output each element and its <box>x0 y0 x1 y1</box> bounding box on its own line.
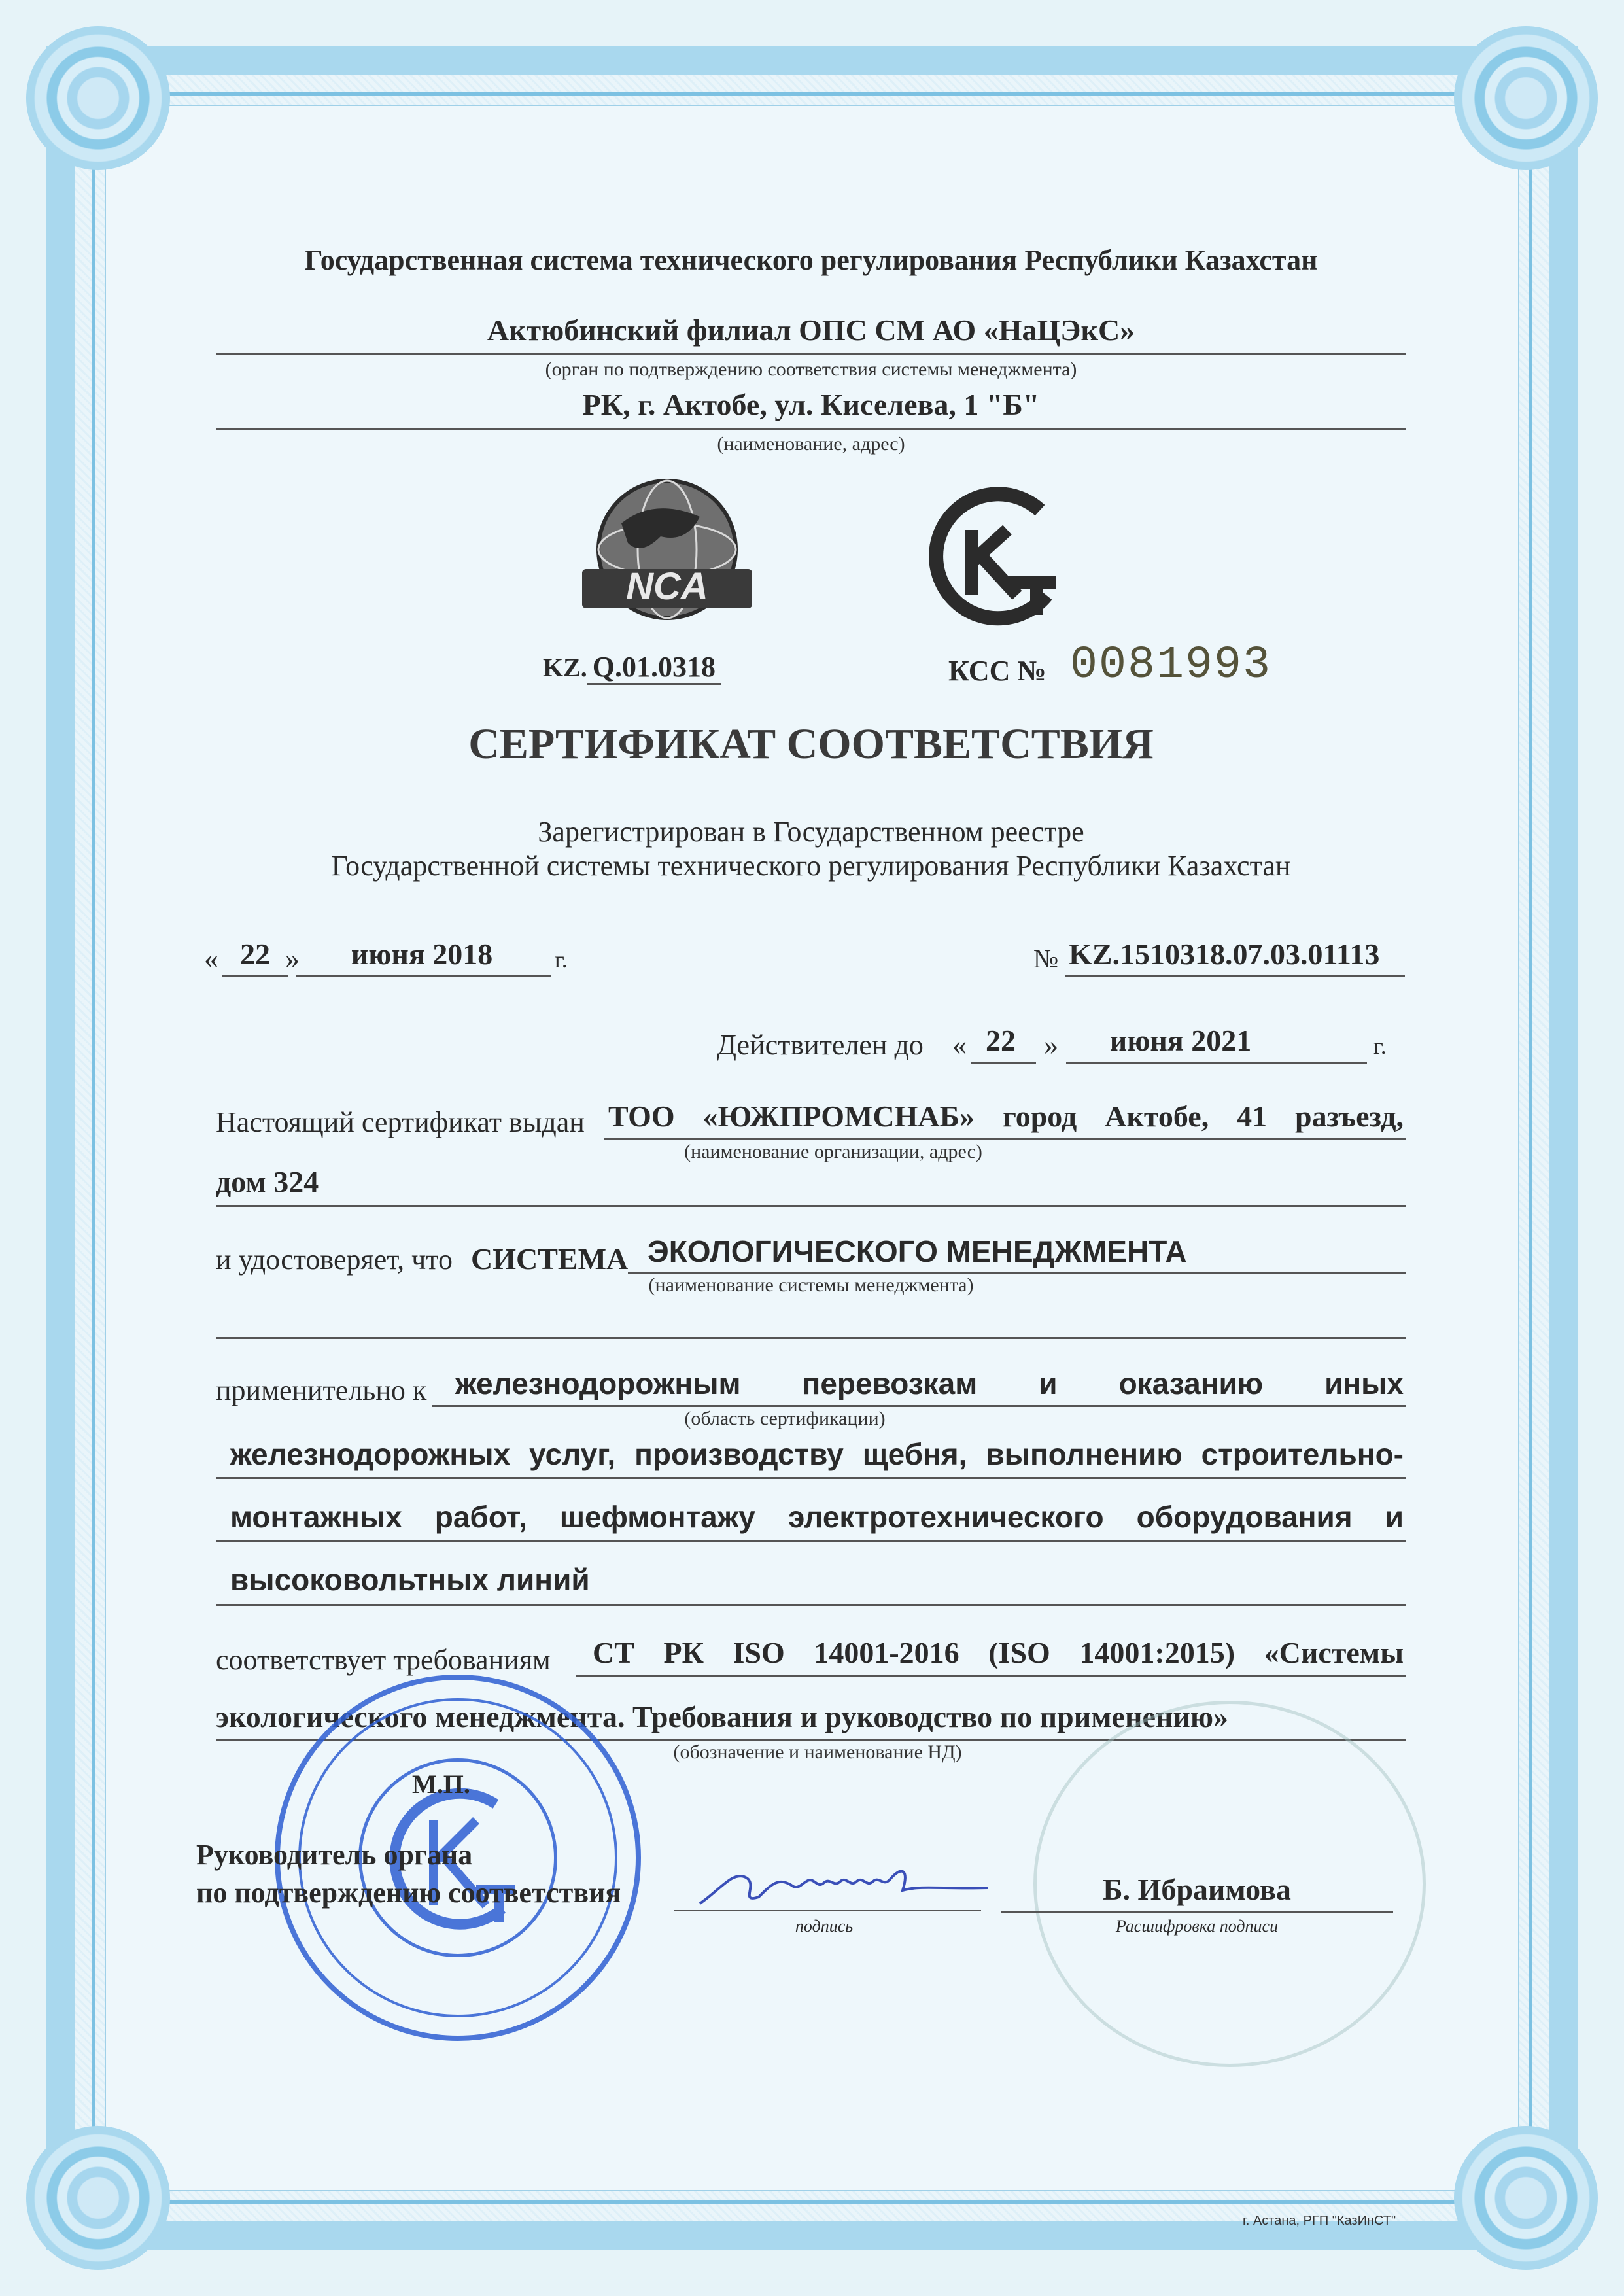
complies-line1: СТ РК ISO 14001-2016 (ISO 14001:2015) «Системы <box>593 1636 1404 1669</box>
kz-code-label <box>543 650 721 684</box>
nca-logo <box>576 471 759 641</box>
printer-footer: г. Астана, РГП "КазИнСТ" <box>1243 2214 1396 2228</box>
issued-to-line2-underline <box>216 1205 1406 1207</box>
reg-number: KZ.1510318.07.03.01113 <box>1069 937 1380 971</box>
scope-line2-underline <box>216 1477 1406 1479</box>
complies-line2: экологического менеджмента. Требования и руководство по применению» <box>216 1700 1229 1733</box>
kz-conformity-mark <box>909 484 1073 635</box>
ksc-label: КСС № <box>948 655 1046 687</box>
signatory-name-caption: Расшифровка подписи <box>1115 1917 1279 1936</box>
issued-to-line2: дом 324 <box>216 1165 319 1198</box>
issued-to-label: Настоящий сертификат выдан <box>216 1106 585 1138</box>
certifies-blank-line <box>216 1337 1406 1339</box>
valid-label: Действителен до <box>717 1029 924 1061</box>
valid-year-suffix: г. <box>1373 1033 1387 1059</box>
complies-caption: (обозначение и наименование НД) <box>673 1741 962 1763</box>
issued-to-line1: ТОО «ЮЖПРОМСНАБ» город Актобе, 41 разъезд, <box>608 1100 1404 1133</box>
signatory-name-underline <box>1001 1911 1393 1913</box>
scope-line2: железнодорожных услуг, производству щебня, выполнению строительно- <box>230 1437 1404 1471</box>
address-underline <box>216 428 1406 430</box>
valid-date-underline <box>1066 1062 1367 1064</box>
complies-line1-underline <box>576 1675 1406 1677</box>
organ-underline <box>216 353 1406 355</box>
header-address: РК, г. Актобе, ул. Киселева, 1 "Б" <box>582 388 1040 421</box>
certifies-underline <box>628 1272 1406 1274</box>
corner-rosette-top-left <box>26 26 170 170</box>
issue-open-quote: « <box>204 943 218 975</box>
scope-label: применительно к <box>216 1374 427 1406</box>
certifies-label: и удостоверяет, что <box>216 1244 453 1276</box>
certificate-title: СЕРТИФИКАТ СООТВЕТСТВИЯ <box>468 720 1154 768</box>
registered-line2: Государственной системы технического регулирования Республики Казахстан <box>331 850 1291 882</box>
issue-date-underline <box>296 975 551 977</box>
address-caption: (наименование, адрес) <box>717 433 905 455</box>
signatory-role-line1: Руководитель органа <box>196 1839 473 1871</box>
certifies-caption: (наименование системы менеджмента) <box>648 1274 974 1296</box>
issue-day: 22 <box>240 937 270 971</box>
signature-caption: подпись <box>795 1917 854 1936</box>
scope-line3: монтажных работ, шефмонтажу электротехнического оборудования и <box>230 1500 1404 1534</box>
reg-number-underline <box>1065 975 1405 977</box>
scope-line1: железнодорожным перевозкам и оказанию иных <box>455 1366 1404 1400</box>
reg-number-label: № <box>1033 944 1059 973</box>
scope-caption: (область сертификации) <box>684 1408 886 1429</box>
kz-code: Q.01.0318 <box>587 651 721 685</box>
corner-rosette-bottom-left <box>26 2126 170 2270</box>
valid-close-quote: » <box>1044 1029 1058 1061</box>
scope-line1-underline <box>432 1405 1406 1407</box>
kz-code-prefix: KZ. <box>543 653 587 682</box>
header-organ: Актюбинский филиал ОПС СМ АО «НаЦЭкС» <box>487 313 1135 347</box>
certifies-system-word: СИСТЕМА <box>471 1242 629 1276</box>
issue-close-quote: » <box>285 943 300 975</box>
scope-line4-underline <box>216 1604 1406 1606</box>
valid-day-underline <box>971 1062 1036 1064</box>
signatory-role-line2: по подтверждению соответствия <box>196 1877 621 1909</box>
issue-year-suffix: г. <box>555 947 568 973</box>
header-system: Государственная система технического регулирования Республики Казахстан <box>304 244 1318 276</box>
signatory-name: Б. Ибраимова <box>1103 1873 1291 1906</box>
valid-month-year: июня 2021 <box>1109 1024 1252 1057</box>
issued-to-underline <box>604 1138 1406 1140</box>
scope-line4: высоковольтных линий <box>230 1563 590 1597</box>
registered-line1: Зарегистрирован в Государственном реестре <box>538 816 1084 848</box>
handwritten-signature <box>693 1845 994 1917</box>
corner-rosette-bottom-right <box>1454 2126 1598 2270</box>
corner-rosette-top-right <box>1454 26 1598 170</box>
ksc-number: 0081993 <box>1070 640 1272 691</box>
mp-label: М.П. <box>412 1769 470 1799</box>
issue-month-year: июня 2018 <box>351 937 493 971</box>
complies-label: соответствует требованиям <box>216 1644 551 1676</box>
issued-to-caption: (наименование организации, адрес) <box>684 1141 982 1162</box>
scope-line3-underline <box>216 1540 1406 1542</box>
certifies-value: ЭКОЛОГИЧЕСКОГО МЕНЕДЖМЕНТА <box>648 1234 1187 1268</box>
organ-caption: (орган по подтверждению соответствия системы менеджмента) <box>545 358 1077 380</box>
nca-logo-text: NCA <box>626 565 708 608</box>
issue-day-underline <box>222 975 288 977</box>
valid-day: 22 <box>986 1024 1016 1057</box>
valid-open-quote: « <box>952 1029 967 1061</box>
